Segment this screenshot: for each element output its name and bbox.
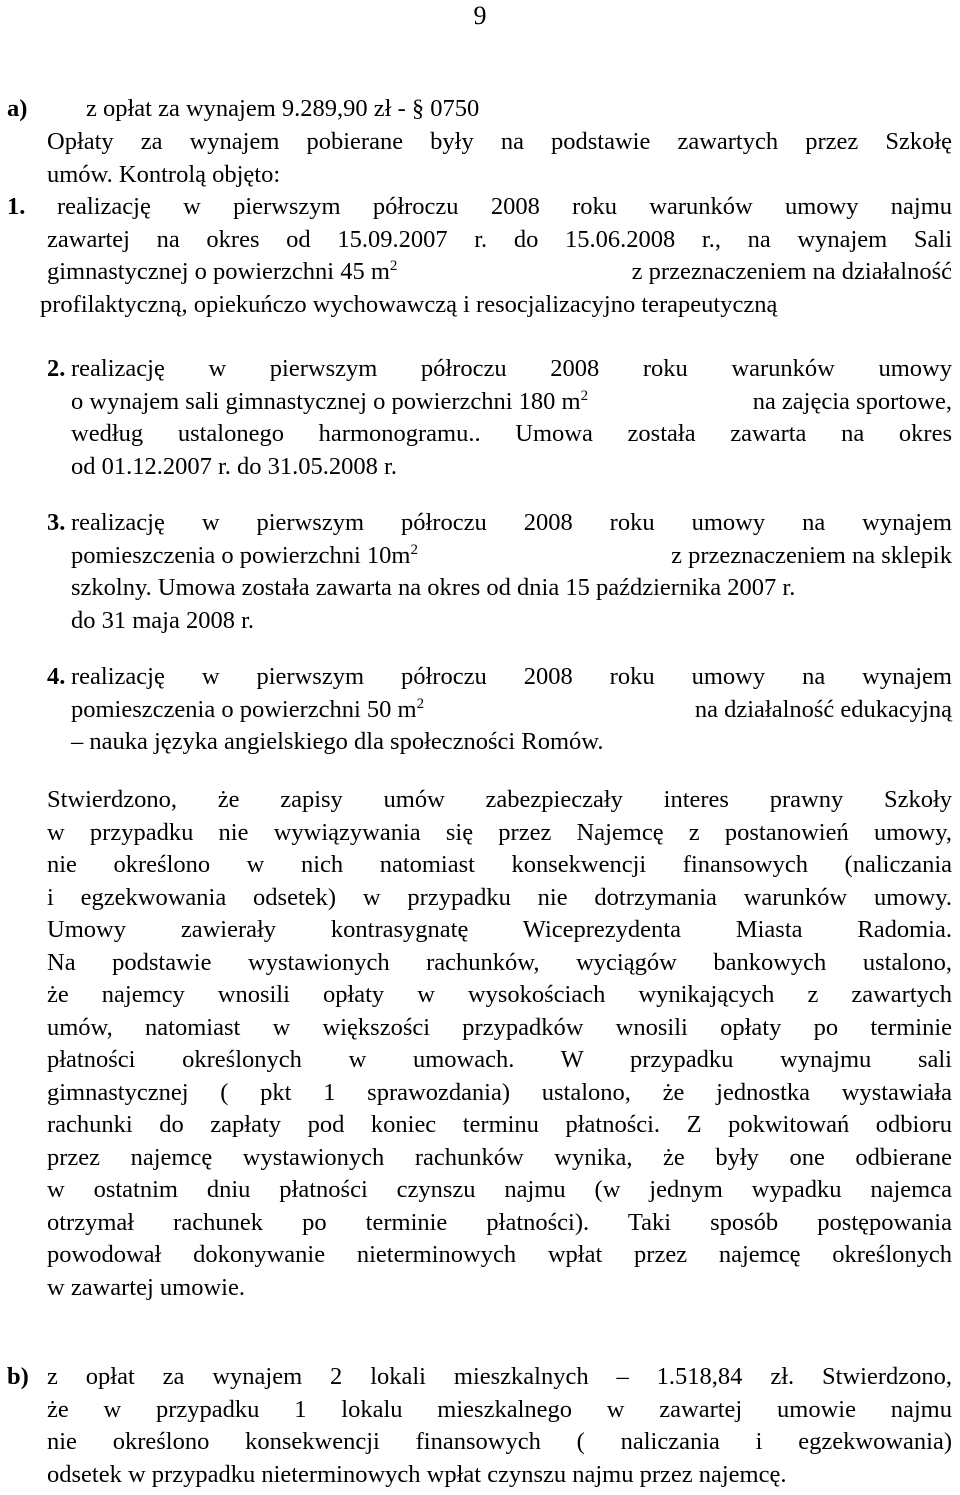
- item-2-line-2-pre-wrap: [71, 386, 588, 419]
- findings-line: rachunki do zapłaty pod koniec terminu płatności. Z pokwitowań odbioru: [47, 1111, 952, 1138]
- section-b-line: z opłat za wynajem 2 lokali mieszkalnych – 1.518,84 zł. Stwierdzono,: [47, 1363, 952, 1390]
- item-4-number: 4.: [47, 663, 66, 690]
- findings-line: w zawartej umowie.: [47, 1273, 245, 1301]
- item-4-line-2: [47, 694, 952, 727]
- item-2: [47, 353, 952, 483]
- findings-line: Stwierdzono, że zapisy umów zabezpieczały interes prawny Szkoły: [47, 786, 952, 813]
- findings-line: przez najemcę wystawionych rachunków wynika, że były one odbierane: [47, 1143, 952, 1171]
- item-1-line-3-sup: 2: [389, 257, 398, 274]
- findings-line: w ostatnim dniu płatności czynszu najmu (w jednym wypadku najemca: [47, 1176, 952, 1203]
- findings-line: i egzekwowania odsetek) w przypadku nie dotrzymania warunków umowy.: [47, 883, 952, 911]
- item-4-line-2-pre: pomieszczenia o powierzchni 50 m: [71, 695, 417, 723]
- section-a-heading: [86, 93, 786, 126]
- item-2-line-1: realizację w pierwszym półroczu 2008 roku warunków umowy: [71, 355, 952, 382]
- item-1-line-3-pre: gimnastycznej o powierzchni 45 m: [47, 258, 390, 285]
- findings-line: powodował dokonywanie nieterminowych wpłat przez najemcę określonych: [47, 1241, 952, 1268]
- item-2-line-3: według ustalonego harmonogramu.. Umowa została zawarta na okres: [71, 420, 952, 447]
- item-3-number: 3.: [47, 509, 66, 536]
- item-3: [47, 507, 952, 637]
- item-1-line-4: profilaktyczną, opiekuńczo wychowawczą i resocjalizacyjno terapeutyczną: [40, 290, 778, 318]
- item-3-line-2-pre: pomieszczenia o powierzchni 10m: [71, 541, 411, 569]
- section-b-paragraph: [47, 1361, 952, 1491]
- findings-line: że najemcy wnosili opłaty w wysokościach wynikających z zawartych: [47, 981, 952, 1008]
- item-3-line-2: [47, 540, 952, 573]
- item-2-line-4: od 01.12.2007 r. do 31.05.2008 r.: [71, 452, 397, 480]
- item-4-line-2-sup: 2: [416, 695, 425, 712]
- section-b-line: nie określono konsekwencji finansowych ( naliczania i egzekwowania): [47, 1428, 952, 1455]
- findings-line: w przypadku nie wywiązywania się przez Najemcę z postanowień umowy,: [47, 818, 952, 846]
- item-3-line-2-pre-wrap: [71, 540, 418, 573]
- section-a-heading-text: z opłat za wynajem 9.289,90 zł - § 0750: [86, 95, 480, 122]
- findings-line: Na podstawie wystawionych rachunków, wyciągów bankowych ustalono,: [47, 948, 952, 976]
- section-b-line: że w przypadku 1 lokalu mieszkalnego w zawartej umowie najmu: [47, 1395, 952, 1423]
- item-2-line-2-post: na zajęcia sportowe,: [752, 387, 952, 415]
- item-4: [47, 661, 952, 759]
- item-1: [40, 191, 952, 321]
- findings-line: umów, natomiast w większości przypadków wnosili opłaty po terminie: [47, 1013, 952, 1041]
- section-a-intro: [47, 126, 952, 191]
- page-number: 9: [473, 1, 487, 30]
- item-3-line-2-post: z przeznaczeniem na sklepik: [671, 541, 952, 569]
- item-2-number: 2.: [47, 355, 66, 382]
- item-2-line-2: [47, 386, 952, 419]
- item-1-line-2: zawartej na okres od 15.09.2007 r. do 15.06.2008 r., na wynajem Sali: [47, 225, 952, 253]
- item-3-line-3: szkolny. Umowa została zawarta na okres od dnia 15 października 2007 r.: [71, 574, 796, 601]
- item-1-line-3-pre-wrap: [47, 256, 397, 289]
- item-1-number: 1.: [7, 193, 26, 220]
- findings-line: otrzymał rachunek po terminie płatności). Taki sposób postępowania: [47, 1208, 952, 1236]
- item-3-line-1: realizację w pierwszym półroczu 2008 roku umowy na wynajem: [71, 509, 952, 536]
- intro-line-2: umów. Kontrolą objęto:: [47, 160, 281, 188]
- item-4-line-1: realizację w pierwszym półroczu 2008 roku umowy na wynajem: [71, 663, 952, 690]
- section-b-line: odsetek w przypadku nieterminowych wpłat czynszu najmu przez najemcę.: [47, 1460, 787, 1488]
- item-1-line-3: [47, 256, 952, 289]
- findings-paragraph: [47, 784, 952, 1304]
- findings-line: Umowy zawierały kontrasygnatę Wiceprezydenta Miasta Radomia.: [47, 916, 952, 943]
- item-1-line-1: realizację w pierwszym półroczu 2008 roku warunków umowy najmu: [57, 193, 952, 220]
- item-2-line-2-pre: o wynajem sali gimnastycznej o powierzchni 180 m: [71, 387, 581, 415]
- section-a-label: a): [7, 95, 28, 122]
- item-4-line-3: – nauka języka angielskiego dla społeczności Romów.: [71, 728, 604, 755]
- findings-line: gimnastycznej ( pkt 1 sprawozdania) ustalono, że jednostka wystawiała: [47, 1078, 952, 1106]
- item-3-line-4: do 31 maja 2008 r.: [71, 606, 255, 634]
- item-4-line-2-post: na działalność edukacyjną: [694, 695, 952, 723]
- section-b-label: b): [7, 1363, 29, 1390]
- findings-line: nie określono w nich natomiast konsekwencji finansowych (naliczania: [47, 851, 952, 878]
- item-1-line-3-post: z przeznaczeniem na działalność: [631, 258, 952, 285]
- item-3-line-2-sup: 2: [410, 541, 418, 558]
- intro-line-1: Opłaty za wynajem pobierane były na podstawie zawartych przez Szkołę: [47, 128, 952, 155]
- item-2-line-2-sup: 2: [580, 387, 589, 404]
- item-4-line-2-pre-wrap: [71, 694, 424, 727]
- findings-line: płatności określonych w umowach. W przypadku wynajmu sali: [47, 1046, 952, 1073]
